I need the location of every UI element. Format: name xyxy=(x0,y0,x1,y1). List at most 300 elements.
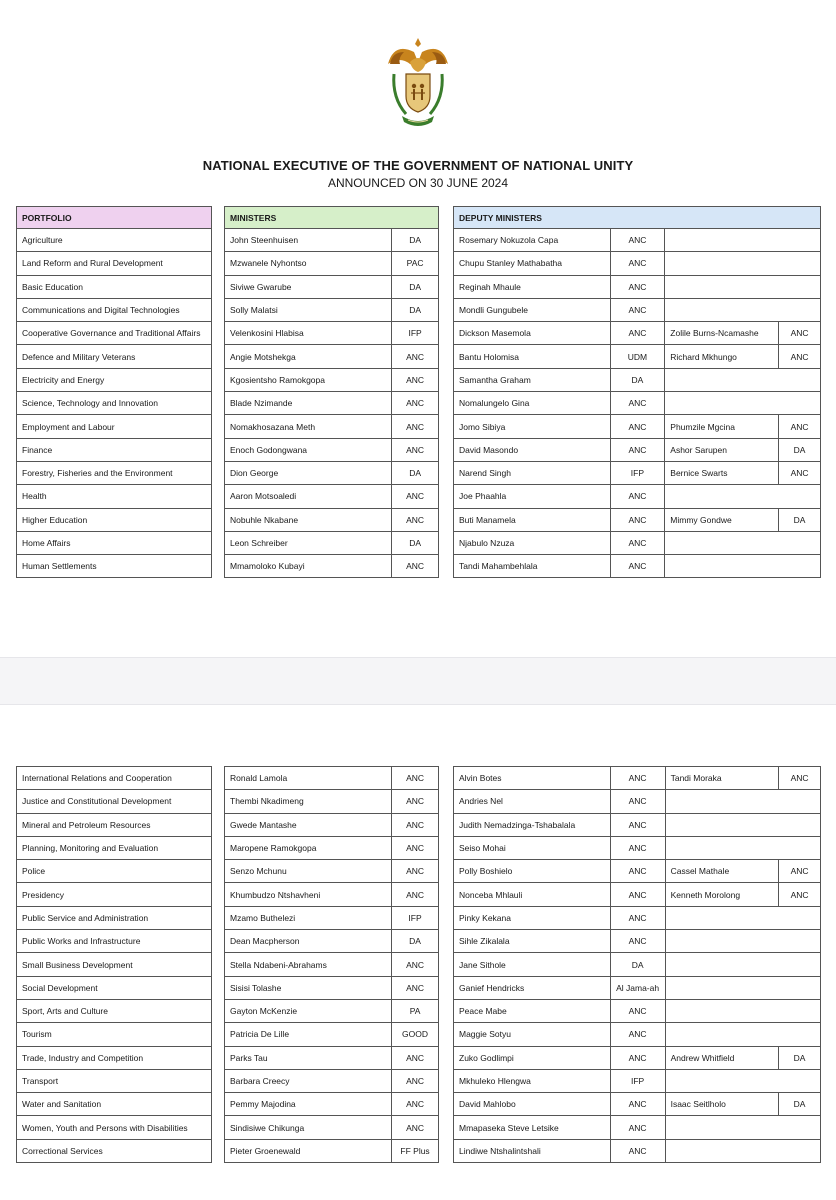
table-row xyxy=(17,976,212,999)
table-row xyxy=(17,999,212,1022)
table-row xyxy=(17,953,212,976)
portfolio-table-page1 xyxy=(16,206,212,578)
deputy-minister-name: Joe Phaahla xyxy=(454,485,611,508)
minister-name: Aaron Motsoaledi xyxy=(225,485,392,508)
coat-of-arms-logo xyxy=(380,34,456,130)
deputy-minister-name: Jomo Sibiya xyxy=(454,415,611,438)
second-deputy-minister-party: ANC xyxy=(779,345,821,368)
empty-cell xyxy=(665,298,821,321)
minister-name: Mmamoloko Kubayi xyxy=(225,555,392,578)
table-row xyxy=(454,836,821,859)
minister-party: DA xyxy=(392,229,439,252)
deputy-minister-party: ANC xyxy=(610,555,665,578)
minister-name: Angie Motshekga xyxy=(225,345,392,368)
empty-cell xyxy=(665,813,820,836)
minister-name: John Steenhuisen xyxy=(225,229,392,252)
deputy-minister-party: ANC xyxy=(610,930,665,953)
minister-name: Patricia De Lille xyxy=(225,1023,392,1046)
deputy-minister-name: Seiso Mohai xyxy=(454,836,611,859)
table-row xyxy=(225,252,439,275)
table-row xyxy=(454,345,821,368)
minister-name: Parks Tau xyxy=(225,1046,392,1069)
minister-party: ANC xyxy=(392,767,439,790)
table-row xyxy=(454,767,821,790)
minister-name: Thembi Nkadimeng xyxy=(225,790,392,813)
minister-party: ANC xyxy=(392,1046,439,1069)
table-row xyxy=(225,813,439,836)
table-row xyxy=(454,813,821,836)
deputy-minister-name: Mkhuleko Hlengwa xyxy=(454,1069,611,1092)
minister-name: Pieter Groenewald xyxy=(225,1139,392,1162)
minister-party: ANC xyxy=(392,1116,439,1139)
table-row xyxy=(454,999,821,1022)
deputy-minister-party: ANC xyxy=(610,1139,665,1162)
deputy-minister-name: Pinky Kekana xyxy=(454,906,611,929)
portfolio-name: Police xyxy=(17,860,212,883)
table-row xyxy=(17,1046,212,1069)
deputy-minister-name: Tandi Mahambehlala xyxy=(454,555,611,578)
table-row xyxy=(225,368,439,391)
empty-cell xyxy=(665,1069,820,1092)
table-row xyxy=(454,252,821,275)
deputy-minister-party: ANC xyxy=(610,322,665,345)
table-row xyxy=(454,555,821,578)
table-row xyxy=(17,485,212,508)
portfolio-name: Sport, Arts and Culture xyxy=(17,999,212,1022)
table-row xyxy=(454,531,821,554)
deputy-minister-party: IFP xyxy=(610,1069,665,1092)
table-row xyxy=(454,1046,821,1069)
minister-name: Dion George xyxy=(225,461,392,484)
portfolio-name: International Relations and Cooperation xyxy=(17,767,212,790)
table-row xyxy=(225,438,439,461)
table-row xyxy=(17,392,212,415)
portfolio-name: Agriculture xyxy=(17,229,212,252)
table-row xyxy=(17,229,212,252)
table-row xyxy=(17,790,212,813)
second-deputy-minister-name: Cassel Mathale xyxy=(665,860,779,883)
portfolio-name: Land Reform and Rural Development xyxy=(17,252,212,275)
minister-party: DA xyxy=(392,275,439,298)
second-deputy-minister-name: Tandi Moraka xyxy=(665,767,779,790)
table-row xyxy=(454,1093,821,1116)
table-row xyxy=(225,508,439,531)
table-row xyxy=(225,555,439,578)
table-row xyxy=(225,322,439,345)
second-deputy-minister-party: ANC xyxy=(779,322,821,345)
table-row xyxy=(17,322,212,345)
table-row xyxy=(454,906,821,929)
portfolio-name: Social Development xyxy=(17,976,212,999)
deputy-ministers-table-page2 xyxy=(453,766,821,1163)
ministers-table-page2 xyxy=(224,766,439,1163)
table-row xyxy=(225,883,439,906)
table-row xyxy=(454,415,821,438)
minister-party: ANC xyxy=(392,485,439,508)
minister-name: Solly Malatsi xyxy=(225,298,392,321)
table-row xyxy=(454,508,821,531)
portfolio-name: Higher Education xyxy=(17,508,212,531)
minister-party: DA xyxy=(392,531,439,554)
minister-name: Senzo Mchunu xyxy=(225,860,392,883)
table-row xyxy=(454,229,821,252)
portfolio-name: Electricity and Energy xyxy=(17,368,212,391)
deputy-minister-party: ANC xyxy=(610,438,665,461)
portfolio-name: Basic Education xyxy=(17,275,212,298)
empty-cell xyxy=(665,906,820,929)
minister-party: ANC xyxy=(392,555,439,578)
empty-cell xyxy=(665,392,821,415)
minister-party: DA xyxy=(392,930,439,953)
second-deputy-minister-name: Ashor Sarupen xyxy=(665,438,779,461)
table-row xyxy=(17,1069,212,1092)
deputy-ministers-header: DEPUTY MINISTERS xyxy=(454,207,821,229)
deputy-minister-name: Nonceba Mhlauli xyxy=(454,883,611,906)
portfolio-name: Finance xyxy=(17,438,212,461)
table-row xyxy=(225,229,439,252)
table-row xyxy=(225,1139,439,1162)
empty-cell xyxy=(665,999,820,1022)
table-row xyxy=(225,906,439,929)
deputy-minister-party: ANC xyxy=(610,883,665,906)
table-row xyxy=(225,999,439,1022)
deputy-minister-party: ANC xyxy=(610,508,665,531)
table-row xyxy=(225,1069,439,1092)
table-row xyxy=(17,836,212,859)
deputy-minister-party: DA xyxy=(610,368,665,391)
portfolio-name: Public Works and Infrastructure xyxy=(17,930,212,953)
minister-name: Siviwe Gwarube xyxy=(225,275,392,298)
table-row xyxy=(17,275,212,298)
deputy-minister-name: Peace Mabe xyxy=(454,999,611,1022)
deputy-minister-party: ANC xyxy=(610,1116,665,1139)
deputy-minister-name: Maggie Sotyu xyxy=(454,1023,611,1046)
deputy-minister-name: Reginah Mhaule xyxy=(454,275,611,298)
minister-name: Velenkosini Hlabisa xyxy=(225,322,392,345)
empty-cell xyxy=(665,953,820,976)
portfolio-name: Planning, Monitoring and Evaluation xyxy=(17,836,212,859)
minister-name: Nomakhosazana Meth xyxy=(225,415,392,438)
table-row xyxy=(454,461,821,484)
minister-party: FF Plus xyxy=(392,1139,439,1162)
deputy-minister-party: ANC xyxy=(610,1093,665,1116)
deputy-minister-party: ANC xyxy=(610,392,665,415)
second-deputy-minister-party: ANC xyxy=(779,415,821,438)
portfolio-name: Science, Technology and Innovation xyxy=(17,392,212,415)
minister-name: Nobuhle Nkabane xyxy=(225,508,392,531)
second-deputy-minister-party: ANC xyxy=(779,883,821,906)
minister-name: Mzamo Buthelezi xyxy=(225,906,392,929)
portfolio-name: Tourism xyxy=(17,1023,212,1046)
minister-party: ANC xyxy=(392,415,439,438)
table-row xyxy=(17,508,212,531)
portfolio-name: Home Affairs xyxy=(17,531,212,554)
table-row xyxy=(225,836,439,859)
portfolio-table-page2 xyxy=(16,766,212,1163)
deputy-minister-party: ANC xyxy=(610,531,665,554)
deputy-minister-name: Andries Nel xyxy=(454,790,611,813)
table-row xyxy=(225,275,439,298)
second-deputy-minister-party: DA xyxy=(779,438,821,461)
table-row xyxy=(225,976,439,999)
deputy-minister-name: Bantu Holomisa xyxy=(454,345,611,368)
second-deputy-minister-party: DA xyxy=(779,1093,821,1116)
minister-party: ANC xyxy=(392,953,439,976)
portfolio-name: Justice and Constitutional Development xyxy=(17,790,212,813)
minister-party: PAC xyxy=(392,252,439,275)
table-row xyxy=(17,1139,212,1162)
table-row xyxy=(454,392,821,415)
table-row xyxy=(17,368,212,391)
minister-name: Blade Nzimande xyxy=(225,392,392,415)
table-row xyxy=(225,461,439,484)
empty-cell xyxy=(665,930,820,953)
table-row xyxy=(225,345,439,368)
minister-name: Leon Schreiber xyxy=(225,531,392,554)
portfolio-name: Forestry, Fisheries and the Environment xyxy=(17,461,212,484)
table-row xyxy=(17,1023,212,1046)
deputy-minister-party: ANC xyxy=(610,836,665,859)
empty-cell xyxy=(665,275,821,298)
table-row xyxy=(17,883,212,906)
table-row xyxy=(225,1116,439,1139)
deputy-minister-name: Rosemary Nokuzola Capa xyxy=(454,229,611,252)
table-row xyxy=(225,298,439,321)
table-row xyxy=(454,1139,821,1162)
second-deputy-minister-party: ANC xyxy=(779,461,821,484)
empty-cell xyxy=(665,229,821,252)
minister-name: Sindisiwe Chikunga xyxy=(225,1116,392,1139)
minister-party: ANC xyxy=(392,438,439,461)
portfolio-name: Mineral and Petroleum Resources xyxy=(17,813,212,836)
portfolio-name: Small Business Development xyxy=(17,953,212,976)
minister-party: GOOD xyxy=(392,1023,439,1046)
table-row xyxy=(225,392,439,415)
table-row xyxy=(225,415,439,438)
ministers-table-page1 xyxy=(224,206,439,578)
deputy-minister-party: ANC xyxy=(610,1046,665,1069)
table-row xyxy=(17,930,212,953)
portfolio-name: Health xyxy=(17,485,212,508)
deputy-minister-party: ANC xyxy=(610,860,665,883)
portfolio-name: Communications and Digital Technologies xyxy=(17,298,212,321)
table-row xyxy=(454,298,821,321)
second-deputy-minister-party: DA xyxy=(779,1046,821,1069)
table-row xyxy=(454,438,821,461)
deputy-minister-name: Samantha Graham xyxy=(454,368,611,391)
table-row xyxy=(17,298,212,321)
table-row xyxy=(454,275,821,298)
portfolio-header: PORTFOLIO xyxy=(17,207,212,229)
empty-cell xyxy=(665,485,821,508)
table-row xyxy=(17,438,212,461)
second-deputy-minister-name: Kenneth Morolong xyxy=(665,883,779,906)
ministers-header: MINISTERS xyxy=(225,207,439,229)
table-row xyxy=(454,790,821,813)
second-deputy-minister-party: DA xyxy=(779,508,821,531)
table-row xyxy=(17,461,212,484)
deputy-minister-party: ANC xyxy=(610,229,665,252)
table-row xyxy=(17,1116,212,1139)
empty-cell xyxy=(665,790,820,813)
minister-party: IFP xyxy=(392,322,439,345)
minister-name: Ronald Lamola xyxy=(225,767,392,790)
table-row xyxy=(225,953,439,976)
table-row xyxy=(225,1046,439,1069)
minister-name: Gayton McKenzie xyxy=(225,999,392,1022)
deputy-minister-party: ANC xyxy=(610,252,665,275)
table-row xyxy=(17,415,212,438)
second-deputy-minister-name: Mimmy Gondwe xyxy=(665,508,779,531)
empty-cell xyxy=(665,1023,820,1046)
table-row xyxy=(454,1069,821,1092)
minister-party: ANC xyxy=(392,813,439,836)
table-row xyxy=(454,883,821,906)
deputy-minister-party: Al Jama-ah xyxy=(610,976,665,999)
second-deputy-minister-party: ANC xyxy=(779,860,821,883)
portfolio-name: Employment and Labour xyxy=(17,415,212,438)
deputy-minister-name: Ganief Hendricks xyxy=(454,976,611,999)
deputy-minister-name: Buti Manamela xyxy=(454,508,611,531)
empty-cell xyxy=(665,252,821,275)
table-row xyxy=(17,555,212,578)
empty-cell xyxy=(665,976,820,999)
table-row xyxy=(17,813,212,836)
table-row xyxy=(225,767,439,790)
deputy-ministers-table-page1 xyxy=(453,206,821,578)
deputy-minister-party: ANC xyxy=(610,767,665,790)
portfolio-name: Women, Youth and Persons with Disabilities xyxy=(17,1116,212,1139)
deputy-minister-party: ANC xyxy=(610,1023,665,1046)
deputy-minister-party: ANC xyxy=(610,999,665,1022)
table-row xyxy=(225,790,439,813)
portfolio-name: Human Settlements xyxy=(17,555,212,578)
table-row xyxy=(17,906,212,929)
second-deputy-minister-name: Phumzile Mgcina xyxy=(665,415,779,438)
deputy-minister-name: Judith Nemadzinga-Tshabalala xyxy=(454,813,611,836)
deputy-minister-party: ANC xyxy=(610,906,665,929)
minister-party: ANC xyxy=(392,1069,439,1092)
portfolio-name: Cooperative Governance and Traditional Affairs xyxy=(17,322,212,345)
table-row xyxy=(454,860,821,883)
deputy-minister-name: Sihle Zikalala xyxy=(454,930,611,953)
table-row xyxy=(454,368,821,391)
portfolio-name: Public Service and Administration xyxy=(17,906,212,929)
empty-cell xyxy=(665,368,821,391)
table-row xyxy=(17,345,212,368)
table-row xyxy=(225,1093,439,1116)
empty-cell xyxy=(665,836,820,859)
deputy-minister-party: ANC xyxy=(610,275,665,298)
page-separator xyxy=(0,657,836,705)
minister-party: ANC xyxy=(392,790,439,813)
minister-party: ANC xyxy=(392,860,439,883)
deputy-minister-name: Zuko Godlimpi xyxy=(454,1046,611,1069)
deputy-minister-party: UDM xyxy=(610,345,665,368)
minister-party: DA xyxy=(392,298,439,321)
deputy-minister-name: Mmapaseka Steve Letsike xyxy=(454,1116,611,1139)
empty-cell xyxy=(665,555,821,578)
empty-cell xyxy=(665,531,821,554)
portfolio-name: Defence and Military Veterans xyxy=(17,345,212,368)
deputy-minister-name: Chupu Stanley Mathabatha xyxy=(454,252,611,275)
table-row xyxy=(454,485,821,508)
minister-name: Enoch Godongwana xyxy=(225,438,392,461)
deputy-minister-name: Lindiwe Ntshalintshali xyxy=(454,1139,611,1162)
deputy-minister-party: ANC xyxy=(610,485,665,508)
table-row xyxy=(17,531,212,554)
table-row xyxy=(225,860,439,883)
minister-name: Gwede Mantashe xyxy=(225,813,392,836)
portfolio-name: Water and Sanitation xyxy=(17,1093,212,1116)
deputy-minister-party: ANC xyxy=(610,813,665,836)
minister-name: Maropene Ramokgopa xyxy=(225,836,392,859)
minister-party: IFP xyxy=(392,906,439,929)
minister-name: Kgosientsho Ramokgopa xyxy=(225,368,392,391)
deputy-minister-party: ANC xyxy=(610,298,665,321)
minister-party: ANC xyxy=(392,836,439,859)
deputy-minister-party: IFP xyxy=(610,461,665,484)
minister-name: Pemmy Majodina xyxy=(225,1093,392,1116)
minister-name: Khumbudzo Ntshavheni xyxy=(225,883,392,906)
minister-name: Mzwanele Nyhontso xyxy=(225,252,392,275)
table-row xyxy=(454,322,821,345)
second-deputy-minister-name: Bernice Swarts xyxy=(665,461,779,484)
second-deputy-minister-name: Zolile Burns-Ncamashe xyxy=(665,322,779,345)
table-row xyxy=(17,860,212,883)
deputy-minister-name: Jane Sithole xyxy=(454,953,611,976)
minister-party: DA xyxy=(392,461,439,484)
table-row xyxy=(225,485,439,508)
minister-party: ANC xyxy=(392,345,439,368)
portfolio-name: Correctional Services xyxy=(17,1139,212,1162)
table-row xyxy=(454,976,821,999)
deputy-minister-name: Nomalungelo Gina xyxy=(454,392,611,415)
deputy-minister-name: Dickson Masemola xyxy=(454,322,611,345)
minister-party: ANC xyxy=(392,1093,439,1116)
table-row xyxy=(17,1093,212,1116)
minister-party: PA xyxy=(392,999,439,1022)
page-title: NATIONAL EXECUTIVE OF THE GOVERNMENT OF NATIONAL UNITY xyxy=(202,158,634,173)
minister-party: ANC xyxy=(392,368,439,391)
deputy-minister-name: David Mahlobo xyxy=(454,1093,611,1116)
second-deputy-minister-name: Isaac Seitlholo xyxy=(665,1093,779,1116)
table-row xyxy=(225,1023,439,1046)
portfolio-name: Transport xyxy=(17,1069,212,1092)
table-row xyxy=(454,1116,821,1139)
empty-cell xyxy=(665,1116,820,1139)
minister-name: Stella Ndabeni-Abrahams xyxy=(225,953,392,976)
deputy-minister-name: Polly Boshielo xyxy=(454,860,611,883)
portfolio-name: Trade, Industry and Competition xyxy=(17,1046,212,1069)
table-row xyxy=(454,1023,821,1046)
table-row xyxy=(17,767,212,790)
table-row xyxy=(225,531,439,554)
deputy-minister-name: Mondli Gungubele xyxy=(454,298,611,321)
deputy-minister-party: ANC xyxy=(610,415,665,438)
table-row xyxy=(225,930,439,953)
empty-cell xyxy=(665,1139,820,1162)
deputy-minister-name: Narend Singh xyxy=(454,461,611,484)
minister-name: Sisisi Tolashe xyxy=(225,976,392,999)
deputy-minister-name: Alvin Botes xyxy=(454,767,611,790)
deputy-minister-party: DA xyxy=(610,953,665,976)
second-deputy-minister-party: ANC xyxy=(779,767,821,790)
table-row xyxy=(454,930,821,953)
minister-party: ANC xyxy=(392,883,439,906)
page-subtitle: ANNOUNCED ON 30 JUNE 2024 xyxy=(327,176,509,190)
deputy-minister-name: Njabulo Nzuza xyxy=(454,531,611,554)
